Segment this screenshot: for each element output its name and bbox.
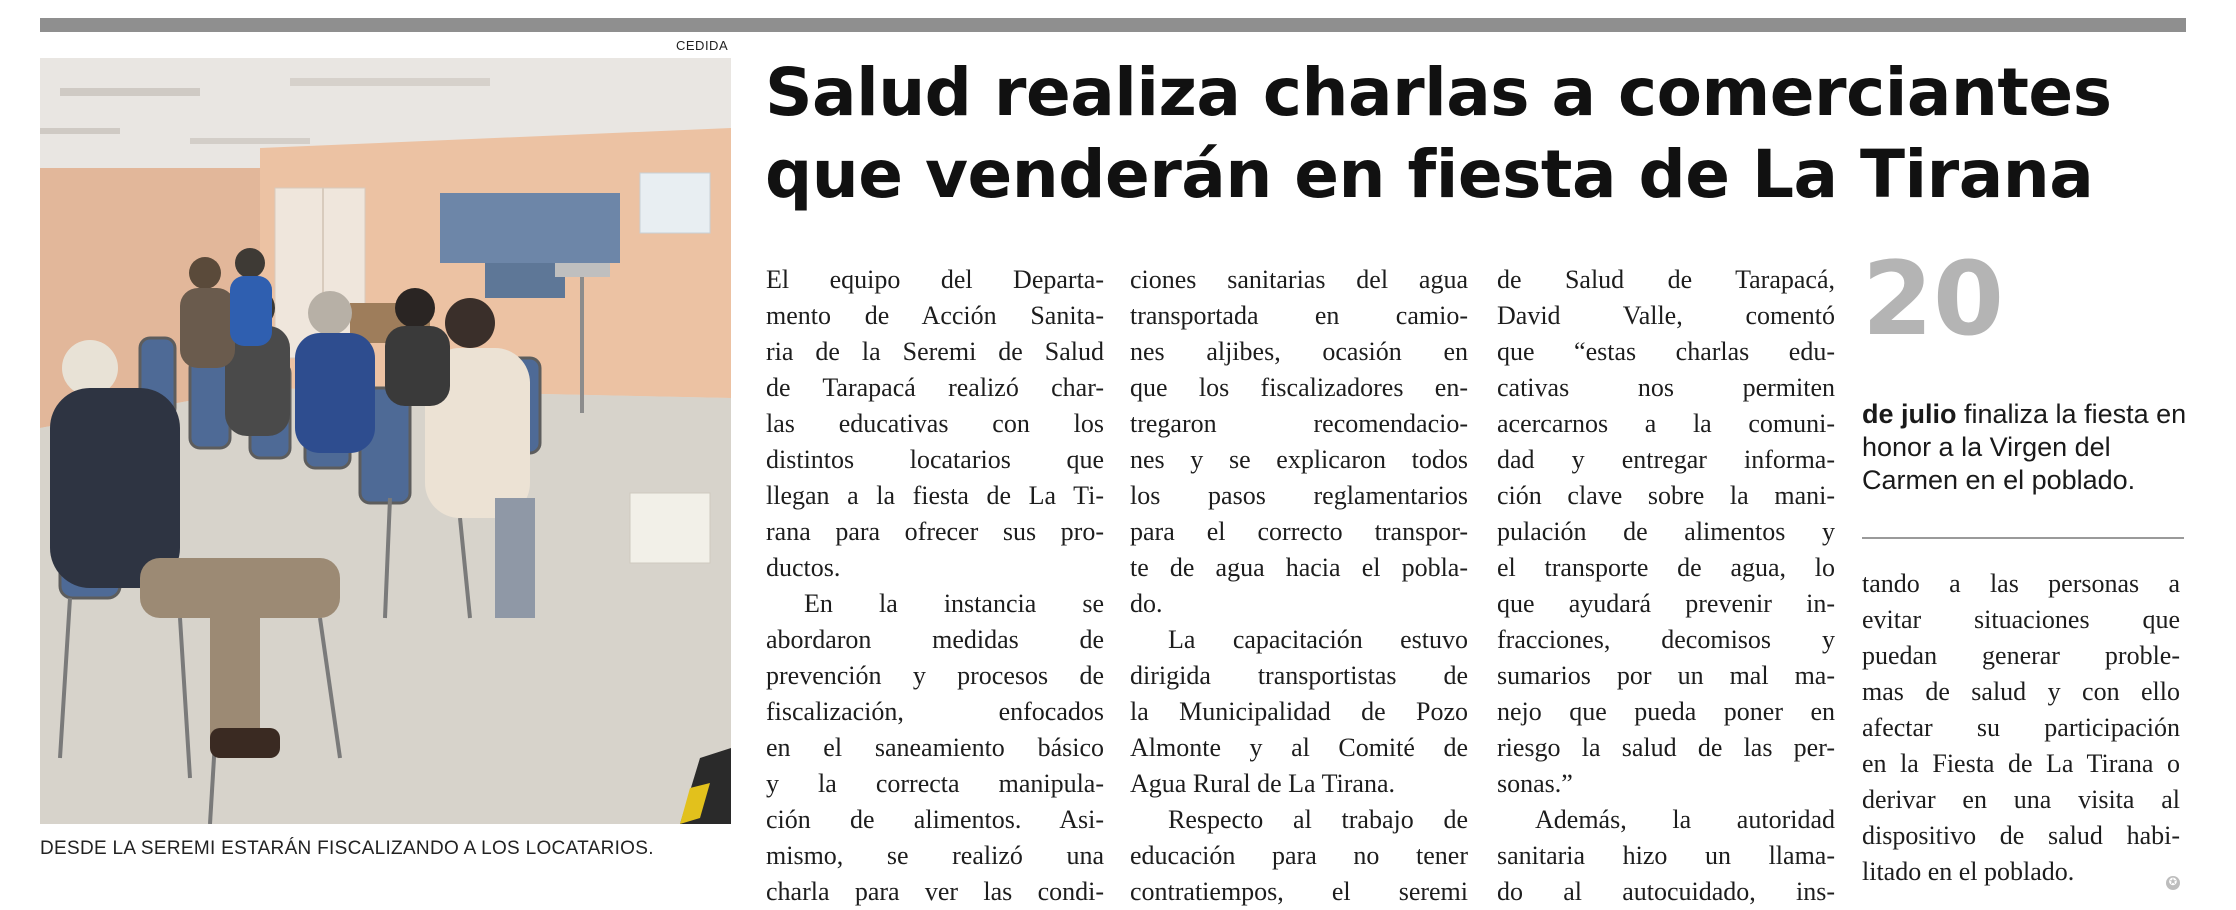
text-line: El equipo del Departa- <box>766 265 1104 294</box>
text-line: la Municipalidad de Pozo <box>1130 697 1468 726</box>
text-line: do. <box>1130 589 1163 618</box>
text-line: fracciones, decomisos y <box>1497 625 1835 654</box>
text-line: ción de alimentos. Asi- <box>766 805 1104 834</box>
text-line: tando a las personas a <box>1862 569 2180 598</box>
text-line: riesgo la salud de las per- <box>1497 733 1835 762</box>
body-column-2 <box>1130 262 1468 910</box>
text-line: Agua Rural de La Tirana. <box>1130 769 1396 798</box>
text-line: David Valle, comentó <box>1497 301 1835 330</box>
text-line: Almonte y al Comité de <box>1130 733 1468 762</box>
text-line: rana para ofrecer sus pro- <box>766 517 1104 546</box>
text-line: sanitaria hizo un llama- <box>1497 841 1835 870</box>
photo-credit: CEDIDA <box>676 38 729 53</box>
text-line: mismo, se realizó una <box>766 841 1104 870</box>
text-line: nejo que pueda poner en <box>1497 697 1835 726</box>
text-line: en la Fiesta de La Tirana o <box>1862 749 2180 778</box>
text-line: abordaron medidas de <box>766 625 1104 654</box>
text-line: que ayudará prevenir in- <box>1497 589 1835 618</box>
text-line: acercarnos a la comuni- <box>1497 409 1835 438</box>
text-line: puedan generar proble- <box>1862 641 2180 670</box>
text-line: derivar en una visita al <box>1862 785 2180 814</box>
body-column-1 <box>766 262 1104 910</box>
text-line: dirigida transportistas de <box>1130 661 1468 690</box>
text-line: evitar situaciones que <box>1862 605 2180 634</box>
text-line: pulación de alimentos y <box>1497 517 1835 546</box>
top-rule-bar <box>40 18 2186 32</box>
text-line: ductos. <box>766 553 841 582</box>
text-line: de Salud de Tarapacá, <box>1497 265 1835 294</box>
body-column-4 <box>1862 566 2180 890</box>
text-line: y la correcta manipula- <box>766 769 1104 798</box>
body-column-3 <box>1497 262 1835 910</box>
fact-divider <box>1862 537 2184 539</box>
text-line: tregaron recomendacio- <box>1130 409 1468 438</box>
text-line: te de agua hacia el pobla- <box>1130 553 1468 582</box>
text-line: dispositivo de salud habi- <box>1862 821 2180 850</box>
fact-text: finaliza la fiesta en honor a la Virgen del Carmen en el poblado. <box>1862 399 2187 495</box>
text-line: sonas.” <box>1497 769 1573 798</box>
text-line: los pasos reglamentarios <box>1130 481 1468 510</box>
text-line: La capacitación estuvo <box>1168 625 1468 654</box>
headline-line-2: que venderán en fiesta de La Tirana <box>765 136 2094 213</box>
text-line: contratiempos, el seremi <box>1130 877 1468 906</box>
text-line: litado en el poblado. <box>1862 857 2075 886</box>
text-line: el transporte de agua, lo <box>1497 553 1835 582</box>
text-line: ciones sanitarias del agua <box>1130 265 1468 294</box>
article-photo <box>40 58 731 824</box>
text-line: en el saneamiento básico <box>766 733 1104 762</box>
text-line: fiscalización, enfocados <box>766 697 1104 726</box>
text-line: sumarios por un mal ma- <box>1497 661 1835 690</box>
text-line: mas de salud y con ello <box>1862 677 2180 706</box>
photo-caption: DESDE LA SEREMI ESTARÁN FISCALIZANDO A LOS LOCATARIOS. <box>40 838 654 859</box>
text-line: que “estas charlas edu- <box>1497 337 1835 366</box>
text-line: de Tarapacá realizó char- <box>766 373 1104 402</box>
text-line: distintos locatarios que <box>766 445 1104 474</box>
text-line: ción clave sobre la mani- <box>1497 481 1835 510</box>
text-line: las educativas con los <box>766 409 1104 438</box>
text-line: educación para no tener <box>1130 841 1468 870</box>
text-line: ria de la Seremi de Salud <box>766 337 1104 366</box>
text-line: Respecto al trabajo de <box>1168 805 1468 834</box>
article-headline <box>765 52 2185 216</box>
text-line: para el correcto transpor- <box>1130 517 1468 546</box>
text-line: dad y entregar informa- <box>1497 445 1835 474</box>
fact-number: 20 <box>1862 240 2004 359</box>
fact-date: de julio <box>1862 399 1957 429</box>
text-line: charla para ver las condi- <box>766 877 1104 906</box>
fact-box <box>1862 398 2192 497</box>
text-line: que los fiscalizadores en- <box>1130 373 1468 402</box>
text-line: nes y se explicaron todos <box>1130 445 1468 474</box>
text-line: nes aljibes, ocasión en <box>1130 337 1468 366</box>
text-line: llegan a la fiesta de La Ti- <box>766 481 1104 510</box>
text-line: cativas nos permiten <box>1497 373 1835 402</box>
text-line: afectar su participación <box>1862 713 2180 742</box>
text-line: mento de Acción Sanita- <box>766 301 1104 330</box>
text-line: do al autocuidado, ins- <box>1497 877 1835 906</box>
end-mark-icon: ✪ <box>2166 876 2180 890</box>
text-line: En la instancia se <box>804 589 1104 618</box>
headline-line-1: Salud realiza charlas a comerciantes <box>765 54 2112 131</box>
text-line: transportada en camio- <box>1130 301 1468 330</box>
text-line: Además, la autoridad <box>1535 805 1835 834</box>
text-line: prevención y procesos de <box>766 661 1104 690</box>
